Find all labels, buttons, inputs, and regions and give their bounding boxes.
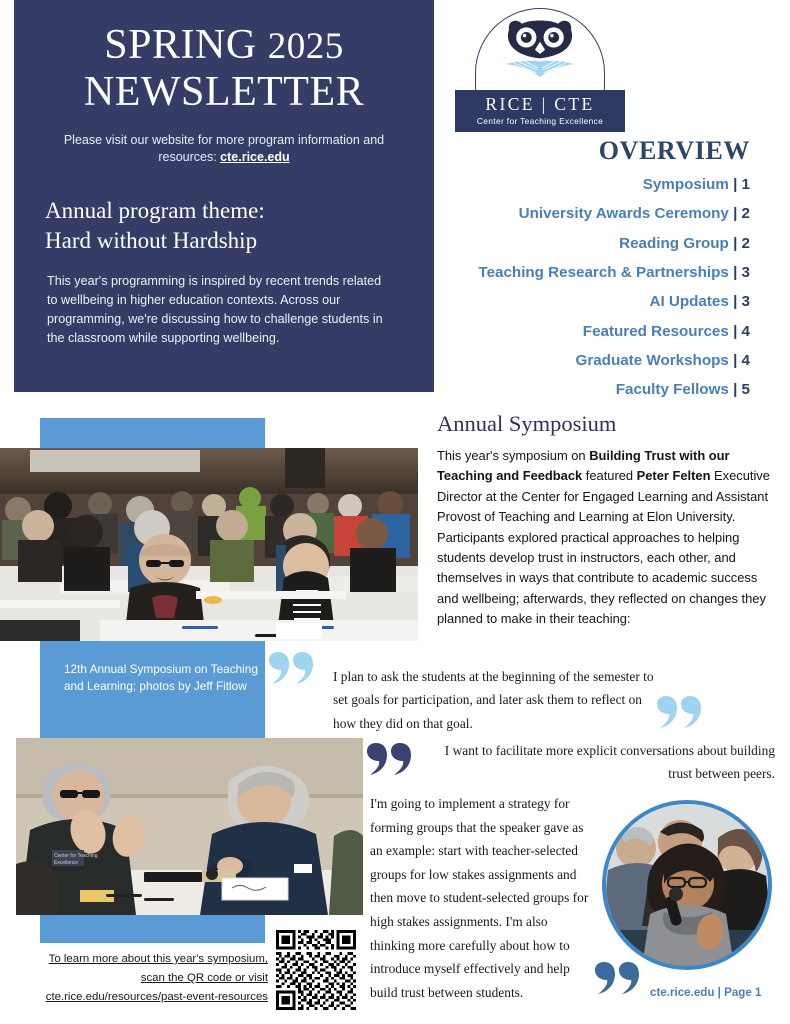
overview-item-label: AI Updates <box>649 293 729 311</box>
masthead-year: 2025 <box>267 26 344 67</box>
overview-item-page: 1 <box>741 176 750 193</box>
quote-mark-icon-sky-left <box>268 652 314 684</box>
qr-caption-line1: To learn more about this year's symposium, <box>48 953 268 965</box>
overview-item-page: 2 <box>741 205 750 223</box>
overview-item[interactable] <box>400 317 750 346</box>
symposium-body <box>437 446 775 630</box>
overview-item-page: 2 <box>741 234 750 252</box>
symposium-body-p1: This year's symposium on <box>437 448 590 463</box>
logo-name: RICE | CTE <box>485 94 595 114</box>
symposium-heading: Annual Symposium <box>437 411 617 436</box>
overview-item-page: 3 <box>741 263 750 281</box>
overview-item-label: Featured Resources <box>582 322 729 340</box>
masthead-newsletter: NEWSLETTER <box>83 69 365 116</box>
overview-item[interactable] <box>400 375 750 404</box>
qr-caption-line3[interactable]: cte.rice.edu/resources/past-event-resources <box>45 990 268 1003</box>
qr-caption-line2: scan the QR code or visit <box>140 971 268 984</box>
overview-item-label: Reading Group <box>619 234 729 252</box>
participant-quote-1: I plan to ask the students at the beginning of the semester to set goals for participation, and later ask them to reflect on how they did on that goal. <box>333 669 654 731</box>
overview-item[interactable] <box>400 287 750 316</box>
quote-mark-icon-steel <box>594 962 640 994</box>
overview-item-separator: | <box>733 322 738 340</box>
overview-item[interactable] <box>400 199 750 228</box>
masthead-season: SPRING <box>104 22 257 68</box>
annual-theme-heading <box>45 196 425 257</box>
svg-text:Center for Teaching: Center for Teaching <box>54 853 98 859</box>
overview-item-separator: | <box>733 263 738 281</box>
overview-item[interactable] <box>400 229 750 258</box>
overview-item-page: 4 <box>741 322 750 340</box>
overview-item-separator: | <box>733 381 738 399</box>
qr-caption <box>20 950 268 1006</box>
overview-item-page: 4 <box>741 351 750 369</box>
participant-quote-2: I want to facilitate more explicit conversations about building trust between peers. <box>444 743 775 782</box>
speaker-with-microphone-photo <box>602 800 772 970</box>
logo-tagline: Center for Teaching Excellence <box>476 116 604 126</box>
symposium-audience-photo <box>0 448 418 641</box>
cte-website-link[interactable]: cte.rice.edu <box>220 149 290 164</box>
overview-item-separator: | <box>733 205 738 223</box>
overview-item-label: Faculty Fellows <box>615 381 729 399</box>
two-participants-discussion-photo <box>16 738 363 915</box>
overview-item[interactable] <box>400 258 750 287</box>
svg-text:Excellence: Excellence <box>54 860 79 866</box>
overview-item-page: 5 <box>741 381 750 399</box>
masthead-subtitle-text: Please visit our website for more program information and resources: <box>63 133 385 164</box>
speaker-name-bold: Peter Felten <box>636 468 711 484</box>
theme-name: Hard without Hardship <box>45 228 258 254</box>
photo-caption-1: 12th Annual Symposium on Teaching and Learning; photos by Jeff Fitlow <box>40 641 265 713</box>
overview-list <box>400 170 750 405</box>
logo-nameplate <box>455 90 625 132</box>
participant-quote-3: I'm going to implement a strategy for forming groups that the speaker gave as an example: start with teacher-selected groups for low stakes assignments and then move to student-selected groups for high stakes assignments. I'm also thinking more carefully about how to introduce myself effectively and help build trust between students. <box>370 796 589 1000</box>
theme-label: Annual program theme: <box>45 198 265 223</box>
masthead-subtitle <box>14 132 434 166</box>
overview-item-label: Teaching Research & Partnerships <box>478 263 729 281</box>
overview-item-label: University Awards Ceremony <box>518 205 729 223</box>
overview-item-separator: | <box>733 234 738 252</box>
overview-item-page: 3 <box>741 293 750 311</box>
decorative-blue-bar-mid <box>40 713 265 739</box>
symposium-body-p2: featured <box>582 468 637 484</box>
rice-cte-logo <box>455 6 625 132</box>
decorative-blue-bar-bottom <box>40 915 265 943</box>
overview-item[interactable] <box>400 346 750 375</box>
overview-heading: OVERVIEW <box>598 136 750 165</box>
theme-description: This year's programming is inspired by recent trends related to wellbeing in higher education contexts. Across our programming, we're discussing how to challenge students in the classroom while supporting wellbeing. <box>47 274 383 346</box>
quote-mark-icon-navy <box>366 743 412 775</box>
symposium-title-bold: Building Trust with our Teaching and Feedback <box>437 448 730 484</box>
overview-item-separator: | <box>733 293 738 311</box>
overview-item-separator: | <box>733 351 738 369</box>
qr-code[interactable] <box>276 930 356 1010</box>
masthead-title <box>14 22 434 116</box>
footer-text: cte.rice.edu | Page 1 <box>650 986 762 999</box>
overview-item-label: Symposium <box>642 176 729 193</box>
overview-item[interactable] <box>400 170 750 199</box>
overview-item-separator: | <box>733 176 738 193</box>
symposium-body-p3: Executive Director at the Center for Engaged Learning and Assistant Provost of Teaching and Learning at Elon University. Participants explored practical approaches to helping students develop trust in instructors, each other, and themselves in ways that contribute to academic success and wellbeing; afterwards, they reflected on changes they planned to make in their teaching: <box>437 468 770 627</box>
overview-item-label: Graduate Workshops <box>575 351 729 369</box>
owl-book-icon <box>500 18 580 80</box>
